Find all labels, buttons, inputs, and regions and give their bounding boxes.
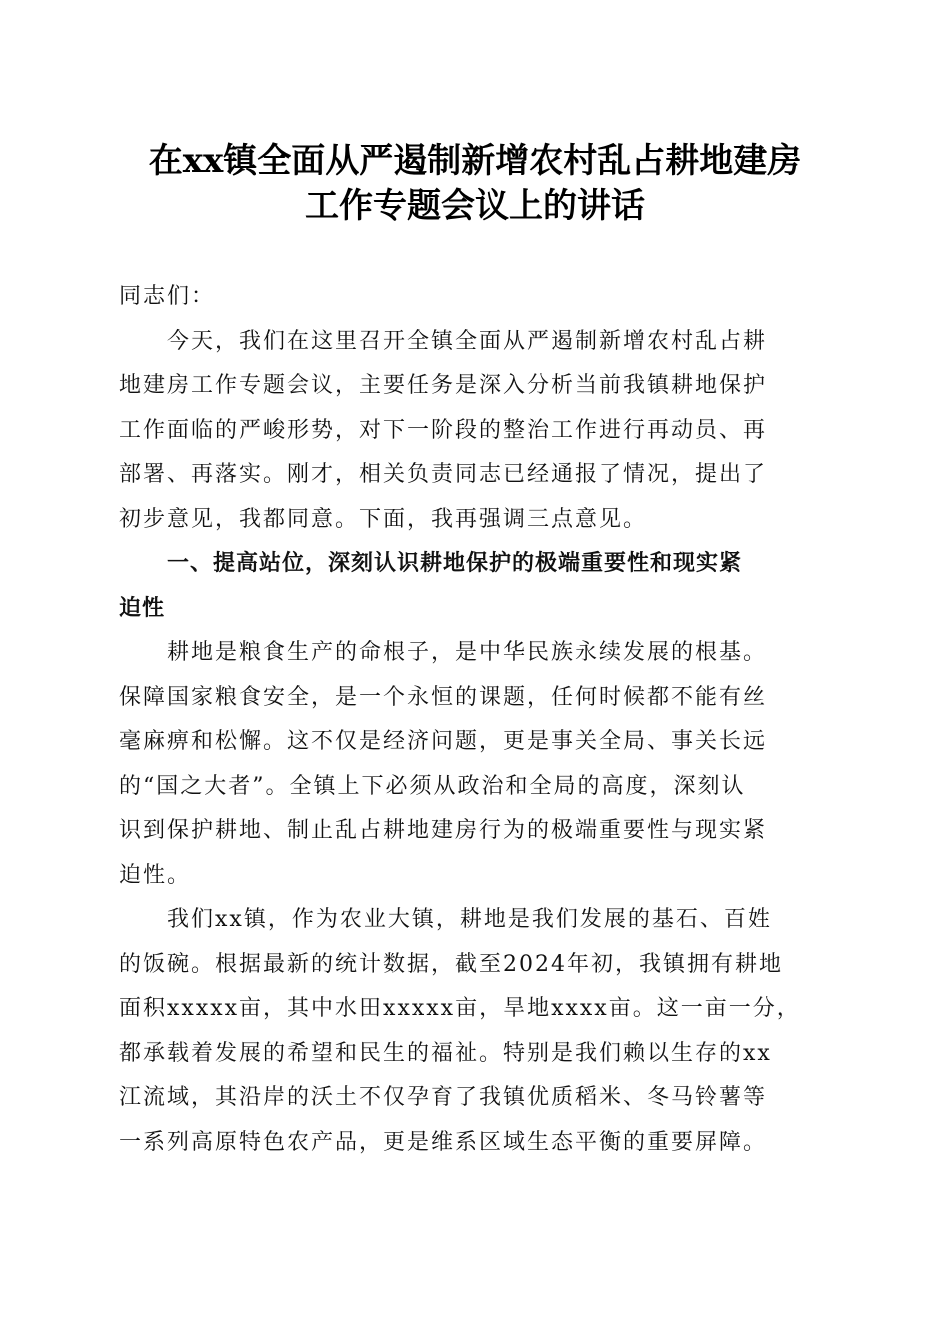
paragraph-1-line: 工作面临的严峻形势，对下一阶段的整治工作进行再动员、再	[119, 417, 768, 443]
paragraph-2-line: 迫性。	[119, 862, 192, 888]
paragraph-2-line: 识到保护耕地、制止乱占耕地建房行为的极端重要性与现实紧	[119, 818, 768, 843]
paragraph-1-line: 今天，我们在这里召开全镇全面从严遏制新增农村乱占耕	[167, 328, 768, 354]
salutation: 同志们：	[119, 284, 216, 309]
paragraph-3-line: 都承载着发展的希望和民生的福祉。特别是我们赖以生存的xx	[119, 1040, 772, 1066]
paragraph-2-line: 保障国家粮食安全，是一个永恒的课题，任何时候都不能有丝	[119, 684, 768, 710]
document-title-line-1: 在xx镇全面从严遏制新增农村乱占耕地建房	[148, 141, 802, 181]
paragraph-2-line: 耕地是粮食生产的命根子，是中华民族永续发展的根基。	[167, 640, 768, 665]
paragraph-3-line: 面积xxxxx亩，其中水田xxxxx亩，旱地xxxx亩。这一亩一分，	[119, 996, 801, 1021]
document-body	[119, 275, 831, 1165]
paragraph-1-line: 初步意见，我都同意。下面，我再强调三点意见。	[119, 506, 648, 532]
paragraph-2-line: 毫麻痹和松懈。这不仅是经济问题，更是事关全局、事关长远	[119, 729, 768, 754]
paragraph-3-line: 一系列高原特色农产品，更是维系区域生态平衡的重要屏障。	[119, 1129, 768, 1155]
document-title-line-2: 工作专题会议上的讲话	[305, 186, 645, 226]
paragraph-2-line: 的“国之大者”。全镇上下必须从政治和全局的高度，深刻认	[119, 773, 746, 799]
paragraph-1-line: 地建房工作专题会议，主要任务是深入分析当前我镇耕地保护	[119, 373, 768, 398]
paragraph-3-line: 我们xx镇，作为农业大镇，耕地是我们发展的基石、百姓	[167, 907, 772, 932]
section-heading-1-continued: 迫性	[119, 595, 166, 621]
paragraph-3-line: 江流域，其沿岸的沃土不仅孕育了我镇优质稻米、冬马铃薯等	[119, 1085, 768, 1110]
section-heading-1: 一、提高站位，深刻认识耕地保护的极端重要性和现实紧	[167, 551, 743, 576]
paragraph-1-line: 部署、再落实。刚才，相关负责同志已经通报了情况，提出了	[119, 462, 768, 487]
paragraph-3-line: 的饭碗。根据最新的统计数据，截至2024年初，我镇拥有耕地	[119, 951, 783, 977]
